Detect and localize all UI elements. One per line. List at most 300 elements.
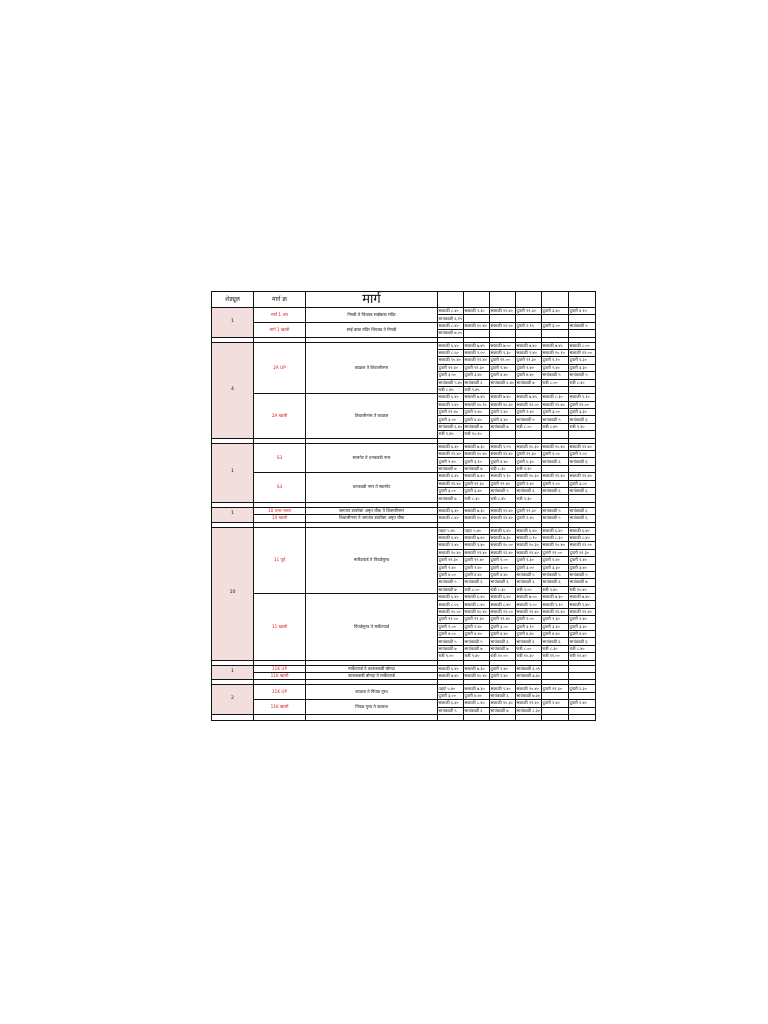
empty-cell bbox=[212, 714, 254, 720]
departure-time: सायंकाळी ६ bbox=[569, 416, 596, 423]
departure-time: सकाळी ९.१० bbox=[542, 601, 569, 608]
departure-time: सकाळी ९.४० bbox=[569, 601, 596, 608]
departure-time bbox=[464, 315, 490, 322]
departure-time bbox=[542, 431, 569, 438]
departure-time: रात्री ९.१० bbox=[569, 423, 596, 430]
spacer-row bbox=[212, 714, 596, 720]
departure-time: दुपारी १२.३० bbox=[438, 557, 464, 564]
schedule-body bbox=[212, 308, 596, 721]
departure-time: सकाळी १०.३० bbox=[516, 443, 542, 450]
departure-time: सायंकाळी ६ bbox=[464, 707, 490, 714]
departure-time: सकाळी ६.४० bbox=[490, 527, 516, 534]
time-header bbox=[490, 292, 516, 308]
departure-time: सकाळी ६.४० bbox=[516, 527, 542, 534]
departure-time: दुपारी ३.४० bbox=[464, 487, 490, 494]
route-description: स्वारगेट ते धनकवडी नगर bbox=[306, 443, 438, 473]
departure-time: रात्री ८.३० bbox=[464, 495, 490, 502]
table-row bbox=[212, 527, 596, 534]
departure-time: दुपारी १.४० bbox=[516, 515, 542, 522]
departure-time: सायंकाळी ७ bbox=[490, 645, 516, 652]
departure-time: सकाळी १०.४० bbox=[464, 451, 490, 458]
departure-time: दुपारी ४.४० bbox=[464, 692, 490, 699]
departure-time: सकाळी १०.४० bbox=[542, 443, 569, 450]
departure-time: सकाळी ११.४० bbox=[516, 608, 542, 615]
departure-time bbox=[542, 315, 569, 322]
schedule-header: शेड्यूल bbox=[212, 292, 254, 308]
departure-time: सायंकाळी ६ bbox=[516, 487, 542, 494]
departure-time: सायंकाळी ६ bbox=[569, 458, 596, 465]
departure-time: सकाळी ९.४० bbox=[464, 542, 490, 549]
route-code: 11K खाली bbox=[254, 700, 306, 715]
departure-time: दुपारी १२.४० bbox=[438, 409, 464, 416]
departure-time: दुपारी ४.४० bbox=[569, 631, 596, 638]
departure-time: सकाळी ६.४० bbox=[438, 594, 464, 601]
departure-time: सकाळी १०.४० bbox=[438, 357, 464, 364]
departure-time: सकाळी ८.५० bbox=[438, 349, 464, 356]
departure-time: सकाळी १०.३० bbox=[516, 473, 542, 480]
departure-time bbox=[516, 431, 542, 438]
departure-time: सकाळी ९.०० bbox=[464, 349, 490, 356]
departure-time: दुपारी ३.४० bbox=[569, 623, 596, 630]
departure-time: सायंकाळी ६ bbox=[516, 579, 542, 586]
departure-time: दुपारी २.४० bbox=[438, 458, 464, 465]
departure-time: सकाळी ११.४० bbox=[464, 549, 490, 556]
departure-time: सकाळी ११.४० bbox=[569, 473, 596, 480]
departure-time: सकाळी ९.१० bbox=[569, 394, 596, 401]
departure-time: सकाळी ६.४० bbox=[438, 394, 464, 401]
departure-time: दुपारी २.०० bbox=[438, 623, 464, 630]
departure-time: सकाळी ८.४० bbox=[438, 308, 464, 315]
table-row bbox=[212, 473, 596, 480]
departure-time: सकाळी ८.०० bbox=[569, 342, 596, 349]
route-description: साई बाबा मंदिर चिंचवड ते निगडी bbox=[306, 322, 438, 337]
departure-time: सायंकाळी ६ bbox=[464, 379, 490, 386]
departure-time: रात्री ८.३० bbox=[542, 645, 569, 652]
departure-time: दुपारी ४.४० bbox=[490, 458, 516, 465]
departure-time: दुपारी १.४० bbox=[542, 557, 569, 564]
departure-time: पहाट ५.४० bbox=[464, 527, 490, 534]
departure-time: सायंकाळी ५.४० bbox=[438, 379, 463, 385]
departure-time: सकाळी ९.४० bbox=[516, 349, 542, 356]
departure-time: रात्री ११.०० bbox=[542, 653, 569, 660]
schedule-cell: 2 bbox=[212, 685, 254, 715]
route-description: पिंपळेगुरव ते मार्केटयार्ड bbox=[306, 594, 438, 661]
departure-time: दुपारी ४.४० bbox=[490, 631, 516, 638]
table-row bbox=[212, 685, 596, 692]
departure-time bbox=[490, 386, 516, 393]
departure-time: दुपारी १.४० bbox=[464, 409, 490, 416]
departure-time: सकाळी ७.३० bbox=[464, 507, 490, 514]
departure-time: रात्री ८.४५ bbox=[542, 423, 569, 430]
schedule-cell: 4 bbox=[212, 342, 254, 438]
departure-time: सकाळी ६.४० bbox=[569, 527, 596, 534]
departure-time: सकाळी ७.३० bbox=[464, 685, 490, 692]
departure-time: सायंकाळी ५ bbox=[569, 372, 596, 379]
departure-time: दुपारी १२.४० bbox=[490, 616, 516, 623]
departure-time: दुपारी १२.४० bbox=[490, 480, 516, 487]
departure-time: रात्री १०.१० bbox=[464, 431, 490, 438]
departure-time: दुपारी १२.३० bbox=[464, 616, 490, 623]
departure-time: सायंकाळी ७ bbox=[438, 495, 464, 502]
departure-time: सकाळी ११.०० bbox=[490, 608, 516, 615]
departure-time: सकाळी ९.४० bbox=[438, 401, 464, 408]
departure-time: दुपारी १.४० bbox=[490, 665, 516, 672]
departure-time: सकाळी ११.४० bbox=[490, 451, 516, 458]
route-number-header: मार्ग क्र bbox=[254, 292, 306, 308]
departure-time: दुपारी ३.५० bbox=[438, 372, 464, 379]
header-row bbox=[212, 292, 596, 308]
departure-time: सकाळी ११.४० bbox=[569, 608, 596, 615]
departure-time: सायंकाळी ५ bbox=[569, 571, 596, 578]
departure-time: दुपारी १.०० bbox=[516, 616, 542, 623]
route-code: 11K UP bbox=[254, 665, 306, 672]
route-code: 10 खाली bbox=[254, 515, 306, 522]
departure-time: दुपारी ४.४० bbox=[542, 631, 569, 638]
departure-time: दुपारी ३.३० bbox=[542, 623, 569, 630]
departure-time: सायंकाळी ६ bbox=[516, 638, 542, 645]
departure-time bbox=[569, 692, 596, 699]
departure-time: सकाळी ६.४० bbox=[542, 527, 569, 534]
departure-time: दुपारी ४.४० bbox=[490, 416, 516, 423]
departure-time: सकाळी ८.०० bbox=[438, 601, 464, 608]
route-code: 11 पूर्व bbox=[254, 527, 306, 594]
departure-time: दुपारी १२.०० bbox=[438, 616, 464, 623]
departure-time: सायंकाळी ६.४० bbox=[490, 379, 515, 385]
departure-time: सायंकाळी ६ bbox=[490, 579, 516, 586]
departure-time: सकाळी ११.४० bbox=[569, 443, 596, 450]
departure-time: रात्री १०.३० bbox=[516, 653, 542, 660]
empty-cell bbox=[569, 714, 596, 720]
departure-time: रात्री ९.४५ bbox=[438, 431, 464, 438]
departure-time: रात्री ८.३० bbox=[490, 586, 516, 593]
departure-time: सायंकाळी ५ bbox=[542, 515, 569, 522]
departure-time: दुपारी १२.३० bbox=[516, 507, 542, 514]
departure-time: सकाळी ७.४५ bbox=[464, 342, 490, 349]
route-code: मार्ग 1 अप bbox=[254, 308, 306, 323]
departure-time: सकाळी ९.०५ bbox=[490, 443, 516, 450]
departure-time: रात्री ९.४५ bbox=[464, 386, 490, 393]
departure-time: सायंकाळी ६ bbox=[542, 487, 569, 494]
departure-time: सायंकाळी ७ bbox=[438, 465, 464, 472]
table-row bbox=[212, 308, 596, 315]
departure-time: सकाळी १०.३० bbox=[516, 542, 542, 549]
departure-time: सकाळी ८.४० bbox=[438, 515, 464, 522]
departure-time: सकाळी ११.०० bbox=[569, 349, 596, 356]
departure-time: सकाळी ८.४० bbox=[569, 534, 596, 541]
departure-time: सायंकाळी ६ bbox=[464, 579, 490, 586]
departure-time bbox=[569, 707, 596, 714]
departure-time: सायंकाळी ५ bbox=[516, 571, 542, 578]
departure-time bbox=[569, 495, 596, 502]
departure-time: दुपारी ३.१० bbox=[464, 458, 490, 465]
time-header bbox=[569, 292, 596, 308]
departure-time: सकाळी ११.४० bbox=[438, 480, 464, 487]
departure-time bbox=[569, 330, 596, 337]
departure-time: दुपारी १.०० bbox=[490, 557, 516, 564]
departure-time: सकाळी ११.४० bbox=[490, 308, 516, 315]
departure-time: सकाळी ८.४० bbox=[438, 322, 464, 329]
departure-time: सायंकाळी ६.४० bbox=[438, 424, 463, 429]
departure-time bbox=[464, 330, 490, 337]
departure-time bbox=[569, 431, 596, 438]
departure-time: सकाळी ७.४५ bbox=[464, 394, 490, 401]
departure-time: सायंकाळी ६ bbox=[569, 487, 596, 494]
departure-time: दुपारी ३.०० bbox=[438, 692, 464, 699]
departure-time: सकाळी ११.४० bbox=[464, 357, 490, 364]
departure-time: सायंकाळी ५ bbox=[516, 416, 542, 423]
departure-time: रात्री ८.०० bbox=[516, 423, 542, 430]
schedule-cell: 10 bbox=[212, 527, 254, 660]
departure-time: दुपारी १२.४० bbox=[438, 364, 464, 371]
departure-time: सायंकाळी ६ bbox=[542, 579, 569, 586]
departure-time: दुपारी ४.४० bbox=[464, 631, 490, 638]
departure-time: रात्री ९.४० bbox=[542, 586, 569, 593]
departure-time bbox=[542, 386, 569, 393]
departure-time: सकाळी ७.०० bbox=[490, 342, 516, 349]
departure-time: दुपारी १.४० bbox=[490, 364, 516, 371]
departure-time: रात्री ८.०० bbox=[464, 586, 490, 593]
departure-time: दुपारी १.३० bbox=[569, 357, 596, 364]
departure-time: सायंकाळी ५ bbox=[542, 571, 569, 578]
departure-time: सकाळी १०.४० bbox=[464, 322, 490, 329]
departure-time: सकाळी ६.४० bbox=[438, 342, 464, 349]
departure-time: दुपारी १२.०० bbox=[490, 357, 516, 364]
departure-time: सकाळी ११.४० bbox=[490, 549, 516, 556]
departure-time: सकाळी ६.४० bbox=[490, 594, 516, 601]
departure-time: दुपारी २.०० bbox=[569, 451, 596, 458]
route-description: निगडी ते चिंचवड साईबाबा मंदिर bbox=[306, 308, 438, 323]
departure-time: दुपारी २.४० bbox=[490, 672, 516, 679]
route-description: कात्रजवाडी बोगदा ते मार्केटयार्ड bbox=[306, 672, 438, 679]
departure-time: दुपारी २.४० bbox=[464, 564, 490, 571]
departure-time: पहाटे ५.४० bbox=[438, 685, 464, 692]
departure-time: सायंकाळी ७ bbox=[464, 465, 490, 472]
departure-time: सायंकाळी ७ bbox=[569, 579, 596, 586]
departure-time: सायंकाळी ७.३० bbox=[516, 673, 541, 679]
departure-time: दुपारी ३.३० bbox=[569, 409, 596, 416]
departure-time bbox=[516, 386, 542, 393]
departure-time: सकाळी ११.४० bbox=[516, 549, 542, 556]
departure-time: रात्री ९.३० bbox=[516, 495, 542, 502]
departure-time bbox=[542, 330, 569, 337]
departure-time: सकाळी ७.०० bbox=[516, 594, 542, 601]
departure-time: दुपारी ३.०० bbox=[490, 564, 516, 571]
departure-time: दुपारी १२.३० bbox=[516, 451, 542, 458]
departure-time: सकाळी ७.४० bbox=[438, 672, 464, 679]
departure-time: सायंकाळी ५ bbox=[542, 372, 569, 379]
departure-time bbox=[490, 330, 516, 337]
departure-time: सकाळी ७.४५ bbox=[516, 394, 542, 401]
departure-time: दुपारी १२.४० bbox=[464, 557, 490, 564]
departure-time bbox=[569, 672, 596, 679]
departure-time: सायंकाळी ७.०० bbox=[438, 330, 463, 336]
departure-time: सायंकाळी ५ bbox=[569, 322, 596, 329]
departure-time: सकाळी ८.३० bbox=[542, 534, 569, 541]
departure-time bbox=[542, 707, 569, 714]
departure-time: दुपारी १.४० bbox=[542, 700, 569, 707]
departure-time: पहाट ५.४० bbox=[438, 527, 464, 534]
departure-time: सकाळी १०.४० bbox=[542, 542, 569, 549]
departure-time: दुपारी १२.३० bbox=[569, 549, 596, 556]
departure-time: दुपारी २.४० bbox=[464, 623, 490, 630]
departure-time: दुपारी १२.३० bbox=[542, 685, 569, 692]
departure-time: सकाळी ११.४० bbox=[542, 473, 569, 480]
departure-time: दुपारी ४.०० bbox=[438, 631, 464, 638]
time-header bbox=[542, 292, 569, 308]
departure-time bbox=[490, 315, 516, 322]
table-row bbox=[212, 672, 596, 679]
departure-time: रात्री ९.१० bbox=[516, 465, 542, 472]
departure-time: सायंकाळी ७ bbox=[438, 645, 464, 652]
departure-time: दुपारी १२.०० bbox=[569, 401, 596, 408]
departure-time: सकाळी ७.३० bbox=[464, 443, 490, 450]
departure-time: सकाळी ६.४० bbox=[438, 700, 464, 707]
departure-time bbox=[516, 315, 542, 322]
table-row bbox=[212, 665, 596, 672]
departure-time: सकाळी ११.०० bbox=[569, 542, 596, 549]
departure-time: सकाळी ११.५० bbox=[490, 322, 516, 329]
departure-time: रात्री ८.३० bbox=[569, 379, 596, 386]
departure-time: रात्री ८.४५ bbox=[438, 386, 464, 393]
departure-time: दुपारी १.१५ bbox=[516, 322, 542, 329]
departure-time: सायंकाळी ७ bbox=[438, 586, 464, 593]
departure-time: दुपारी २.४० bbox=[438, 564, 464, 571]
departure-time: सायंकाळी ६ bbox=[542, 458, 569, 465]
departure-time: दुपारी ३.०० bbox=[542, 322, 569, 329]
table-row bbox=[212, 322, 596, 329]
departure-time: सकाळी ६.४० bbox=[464, 594, 490, 601]
departure-time bbox=[542, 495, 569, 502]
departure-time: सकाळी ९.४० bbox=[490, 685, 516, 692]
departure-time: रात्री १०.४० bbox=[569, 586, 596, 593]
departure-time: दुपारी २.४० bbox=[516, 409, 542, 416]
departure-time: सकाळी १०.०० bbox=[438, 608, 464, 615]
departure-time: सकाळी ११.४० bbox=[542, 608, 569, 615]
departure-time: दुपारी २.४० bbox=[569, 700, 596, 707]
route-code: मार्ग 1 खाली bbox=[254, 322, 306, 337]
departure-time: रात्री ८.०० bbox=[516, 645, 542, 652]
departure-time: रात्री ९.०० bbox=[438, 653, 464, 660]
departure-time: दुपारी १२.३० bbox=[464, 364, 490, 371]
empty-cell bbox=[464, 714, 490, 720]
departure-time: सायंकाळी ७.३० bbox=[516, 692, 541, 698]
departure-time: दुपारी १.४० bbox=[569, 557, 596, 564]
departure-time: सकाळी ७.४० bbox=[542, 342, 569, 349]
departure-time: दुपारी १.४० bbox=[516, 480, 542, 487]
departure-time bbox=[569, 465, 596, 472]
departure-time: सकाळी १०.४० bbox=[516, 685, 542, 692]
departure-time: दुपारी ३.०० bbox=[490, 623, 516, 630]
departure-time: सकाळी ९.३० bbox=[490, 349, 516, 356]
departure-time: सकाळी १०.०० bbox=[490, 542, 516, 549]
empty-cell bbox=[438, 714, 464, 720]
departure-time: रात्री ८.४५ bbox=[490, 495, 516, 502]
departure-time: सायंकाळी ५ bbox=[542, 416, 569, 423]
route-code: 11K UP bbox=[254, 685, 306, 700]
departure-time: दुपारी २.४० bbox=[542, 364, 569, 371]
departure-time: रात्री ८.४० bbox=[569, 645, 596, 652]
departure-time bbox=[569, 386, 596, 393]
departure-time: सकाळी ११.४० bbox=[490, 515, 516, 522]
departure-time: रात्री ८.०० bbox=[542, 379, 569, 386]
departure-time bbox=[569, 315, 596, 322]
route-code: 2A UP bbox=[254, 342, 306, 394]
departure-time: सायंकाळी ५ bbox=[438, 707, 464, 714]
route-code: 11K खाली bbox=[254, 672, 306, 679]
schedule-cell: 1 bbox=[212, 665, 254, 680]
departure-time: दुपारी ३.३० bbox=[569, 364, 596, 371]
departure-time: दुपारी ४.४० bbox=[490, 571, 516, 578]
departure-time: दुपारी ३.४० bbox=[569, 564, 596, 571]
departure-time: सायंकाळी ७ bbox=[490, 423, 516, 430]
departure-time bbox=[542, 465, 569, 472]
departure-time: सकाळी १०.४० bbox=[438, 549, 464, 556]
departure-time: सकाळी ११.४० bbox=[438, 451, 464, 458]
empty-cell bbox=[516, 714, 542, 720]
departure-time bbox=[569, 665, 596, 672]
departure-time: सकाळी १०.१० bbox=[542, 349, 569, 356]
departure-time: सकाळी ९.३० bbox=[464, 308, 490, 315]
departure-time: सकाळी १०.४० bbox=[464, 608, 490, 615]
departure-time: सायंकाळी ६ bbox=[490, 692, 516, 699]
departure-time: दुपारी १२.०० bbox=[542, 549, 569, 556]
departure-time: सकाळी १०.४० bbox=[464, 515, 490, 522]
time-header bbox=[464, 292, 490, 308]
departure-time: दुपारी ४.०० bbox=[438, 571, 464, 578]
departure-time: सकाळी ९.४० bbox=[438, 542, 464, 549]
departure-time: दुपारी ३.१० bbox=[516, 623, 542, 630]
departure-time: रात्री ९.४० bbox=[464, 653, 490, 660]
departure-time: दुपारी १.४० bbox=[516, 364, 542, 371]
departure-time: दुपारी ४.४० bbox=[516, 631, 542, 638]
departure-time bbox=[542, 665, 569, 672]
table-row bbox=[212, 394, 596, 401]
departure-time: सकाळी ७.४० bbox=[490, 394, 516, 401]
departure-time: दुपारी १.३० bbox=[516, 557, 542, 564]
departure-time: सायंकाळी ५ bbox=[464, 638, 490, 645]
table-row bbox=[212, 342, 596, 349]
departure-time: सकाळी ७.४० bbox=[516, 342, 542, 349]
departure-time: सकाळी १०.३० bbox=[490, 401, 516, 408]
route-code: 10 उत्तर भारत bbox=[254, 507, 306, 514]
departure-time: रात्री ११.४० bbox=[569, 653, 596, 660]
departure-time: सकाळी ७.३० bbox=[542, 594, 569, 601]
departure-time: सायंकाळी ८.३० bbox=[516, 707, 541, 713]
departure-time: सकाळी ६.४० bbox=[438, 507, 464, 514]
table-row bbox=[212, 700, 596, 707]
route-description: मार्केटयार्ड ते पिंपळेगुरव bbox=[306, 527, 438, 594]
schedule-cell: 1 bbox=[212, 507, 254, 522]
departure-time: रात्री १०.०० bbox=[490, 653, 516, 660]
route-code: 11 खाली bbox=[254, 594, 306, 661]
departure-time: दुपारी ३.०० bbox=[542, 409, 569, 416]
departure-time bbox=[516, 330, 542, 337]
route-code: S3 bbox=[254, 443, 306, 473]
departure-time bbox=[490, 431, 516, 438]
departure-time: सकाळी ७.४० bbox=[569, 594, 596, 601]
time-header bbox=[516, 292, 542, 308]
departure-time: दुपारी १.३० bbox=[542, 616, 569, 623]
departure-time: दुपारी १.१० bbox=[542, 357, 569, 364]
empty-cell bbox=[490, 714, 516, 720]
departure-time: सकाळी ७.३० bbox=[490, 534, 516, 541]
departure-time: दुपारी ३.०० bbox=[438, 487, 464, 494]
departure-time: सकाळी ८.४० bbox=[464, 601, 490, 608]
route-description: जगताप डायरेक्ट अमृत चौक ते शिवाजीनगर bbox=[306, 507, 438, 514]
departure-time: सकाळी ६.४० bbox=[438, 473, 464, 480]
departure-time: सायंकाळी ६ bbox=[569, 515, 596, 522]
route-description: पिंपळ गुरव ते काळज bbox=[306, 700, 438, 715]
